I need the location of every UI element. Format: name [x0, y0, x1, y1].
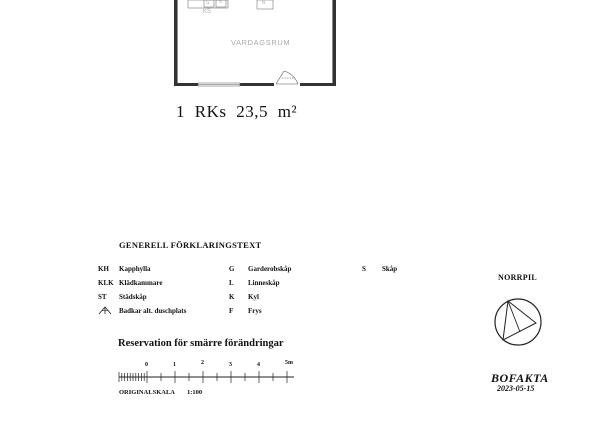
legend-code: S [362, 265, 366, 273]
legend-text: Linneskåp [248, 279, 280, 287]
scale-tick-label: 4 [257, 362, 260, 368]
legend-text: Klädkammare [119, 279, 163, 287]
legend-code: L [229, 279, 234, 287]
reservation-note: Reservation för smärre förändringar [118, 338, 284, 349]
area-title: 1 RKs 23,5 m² [176, 102, 298, 121]
fixture-5-label: 5 [219, 0, 222, 5]
north-label: NORRPIL [498, 273, 537, 282]
legend-code: ST [98, 293, 107, 301]
scale-tick-label: 1 [173, 362, 176, 368]
legend-code: F [229, 307, 234, 315]
plan-wall-right [333, 0, 336, 86]
bath-symbol-icon [98, 305, 112, 315]
plan-wall-left [174, 0, 177, 86]
fixture-6-label: 6 [262, 0, 266, 6]
scale-tick-label: 3 [229, 362, 232, 368]
plan-wall-bottom-right [300, 83, 336, 86]
plan-window [198, 83, 240, 86]
brand-name: BOFAKTA [491, 371, 549, 385]
legend-code: K [229, 293, 235, 301]
legend-code: KH [98, 265, 109, 273]
scale-ratio: 1:100 [187, 389, 203, 396]
legend-text: Kyl [248, 293, 259, 301]
legend-code: G [229, 265, 235, 273]
kitchen-label: KS [203, 9, 212, 15]
plan-wall-bottom-mid [240, 83, 274, 86]
north-arrow-icon [492, 296, 544, 348]
legend-text: Skåp [382, 265, 398, 273]
scale-label: ORIGINALSKALA [119, 389, 175, 396]
scale-tick-label: 5m [285, 360, 293, 366]
scale-bar [116, 368, 298, 384]
legend-text: Frys [248, 307, 262, 315]
fixture-s-label: S [206, 0, 210, 6]
legend-text: Kapphylla [119, 265, 151, 273]
brand-date: 2023-05-15 [497, 384, 535, 393]
legend-code: KLK [98, 279, 114, 287]
scale-tick-label: 2 [201, 360, 204, 366]
plan-wall-bottom-left [174, 83, 198, 86]
legend-text: Badkar alt. duschplats [119, 307, 187, 315]
scale-tick-label: 0 [145, 362, 148, 368]
room-label: VARDAGSRUM [231, 38, 291, 47]
legend-text: Städskåp [119, 293, 147, 301]
legend-heading: GENERELL FÖRKLARINGSTEXT [119, 240, 262, 250]
plan-door [276, 71, 298, 84]
legend-text: Garderobskåp [248, 265, 292, 273]
